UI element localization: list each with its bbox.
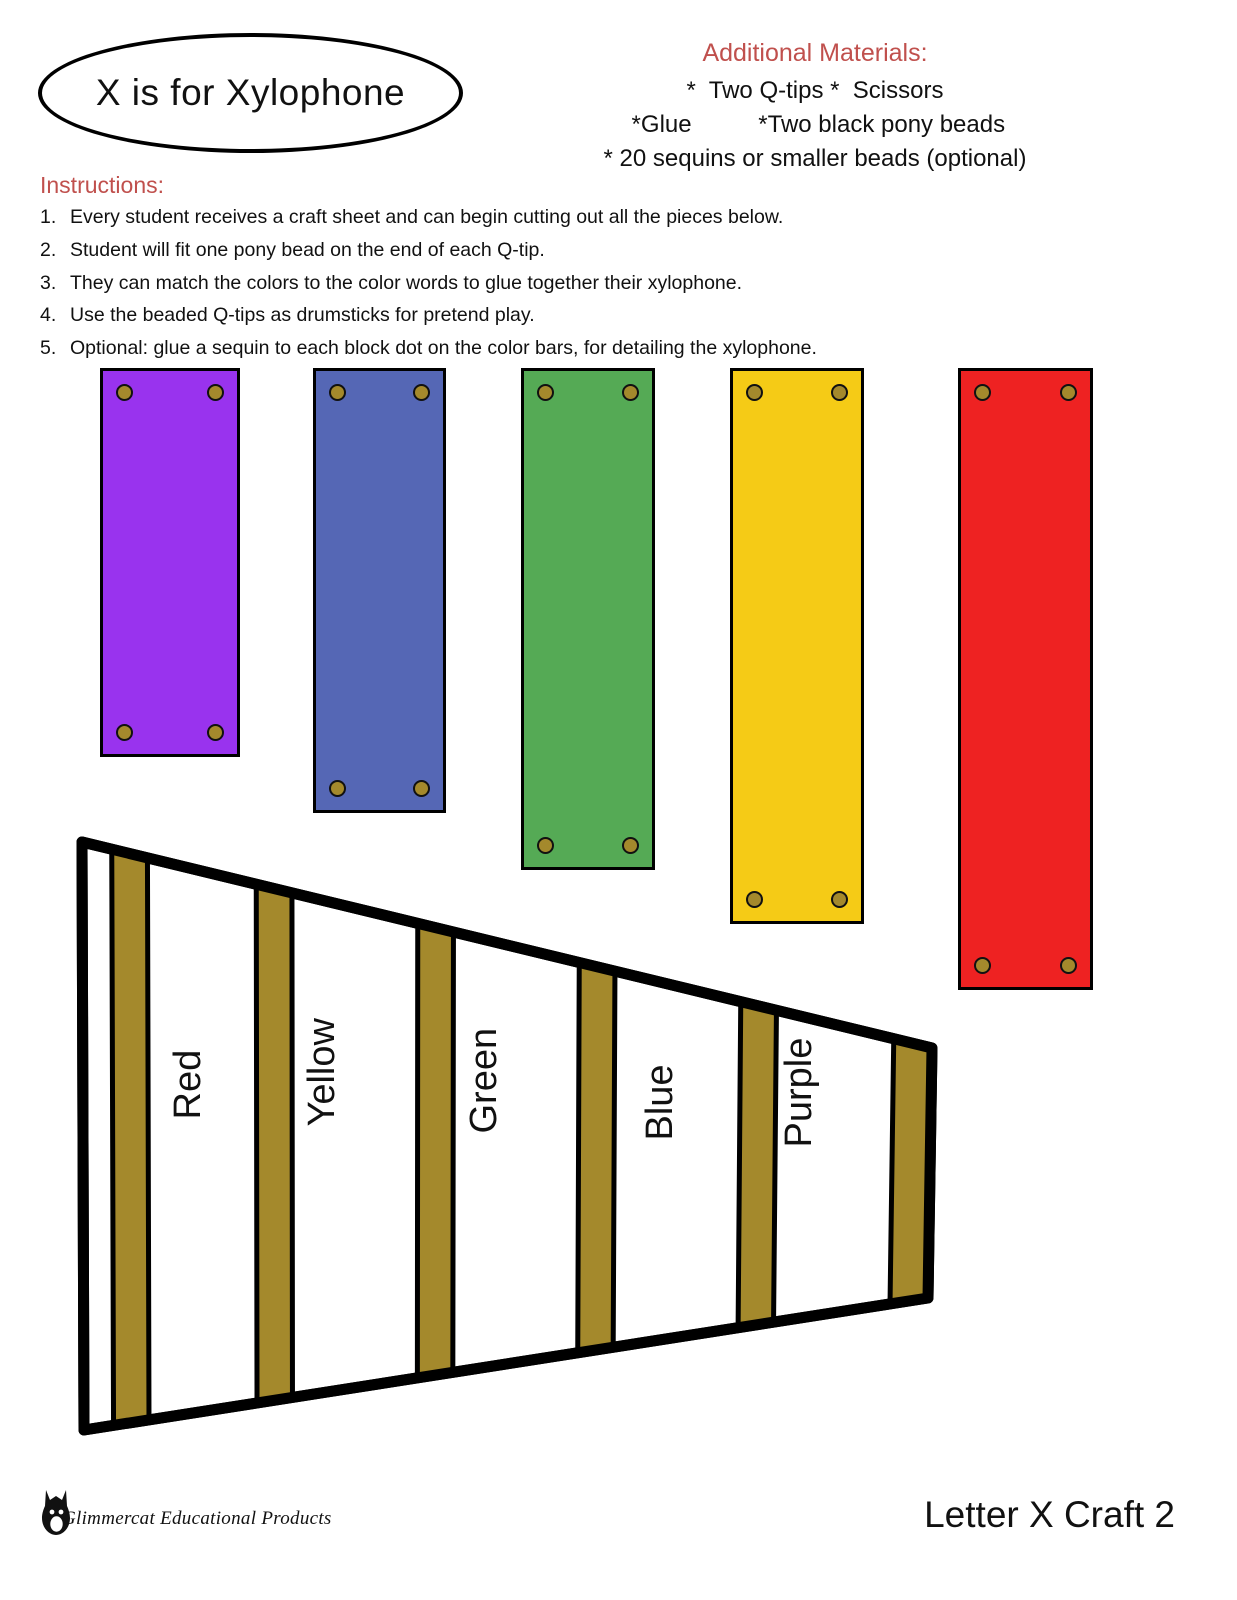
color-bar-red[interactable] <box>958 368 1093 990</box>
instruction-number: 2. <box>40 238 57 261</box>
xylophone-divider-band <box>578 963 615 1353</box>
bar-dot <box>329 780 346 797</box>
bar-dot <box>974 384 991 401</box>
xylophone-key-label-yellow: Yellow <box>300 1017 343 1127</box>
instruction-item <box>40 301 1140 331</box>
xylophone-divider-band <box>738 1002 776 1328</box>
xylophone-body[interactable] <box>70 830 960 1450</box>
bar-dot <box>116 724 133 741</box>
xylophone-divider-band <box>417 923 453 1377</box>
xylophone-key-label-green: Green <box>463 1027 505 1134</box>
xylophone-key-label-red: Red <box>167 1049 210 1120</box>
materials-line-3: * 20 sequins or smaller beads (optional) <box>603 144 1027 172</box>
page-title: X is for Xylophone <box>95 72 406 113</box>
instruction-text: Optional: glue a sequin to each block dot on the color bars, for detailing the xylophone. <box>70 337 817 360</box>
bar-dot <box>746 384 763 401</box>
bar-dot <box>974 957 991 974</box>
bar-dot <box>207 724 224 741</box>
bar-dot <box>413 384 430 401</box>
color-bar-green[interactable] <box>521 368 655 870</box>
additional-materials <box>470 36 1160 176</box>
xylophone-body-shape <box>70 830 960 1450</box>
instruction-text: Student will fit one pony bead on the end of each Q-tip. <box>70 238 545 261</box>
materials-line-1: * Two Q-tips * Scissors <box>686 76 944 104</box>
materials-line-2: *Glue *Two black pony beads <box>624 110 1006 138</box>
instruction-number: 3. <box>40 271 57 294</box>
instruction-item <box>40 203 1140 233</box>
bar-dot <box>622 384 639 401</box>
xylophone-key-label-purple: Purple <box>778 1037 821 1148</box>
bar-dot <box>1060 384 1077 401</box>
instruction-text: Every student receives a craft sheet and can begin cutting out all the pieces below. <box>70 206 784 228</box>
xylophone-divider-band <box>256 884 292 1403</box>
xylophone-divider-band <box>112 849 149 1425</box>
materials-heading: Additional Materials: <box>702 39 928 67</box>
bar-dot <box>537 384 554 401</box>
instructions-heading: Instructions: <box>40 172 164 198</box>
bar-dot <box>831 384 848 401</box>
xylophone-key-label-blue: Blue <box>638 1064 681 1141</box>
color-bar-purple[interactable] <box>100 368 240 757</box>
instruction-item <box>40 334 1140 364</box>
title-oval <box>38 33 463 153</box>
instruction-number: 1. <box>40 206 57 228</box>
instruction-text: Use the beaded Q-tips as drumsticks for pretend play. <box>70 304 535 327</box>
bar-dot <box>207 384 224 401</box>
bar-dot <box>1060 957 1077 974</box>
color-bar-blue[interactable] <box>313 368 446 813</box>
instruction-item <box>40 269 1140 299</box>
instruction-text: They can match the colors to the color words to glue together their xylophone. <box>70 271 743 294</box>
bar-dot <box>116 384 133 401</box>
bar-dot <box>413 780 430 797</box>
instruction-item <box>40 236 1140 266</box>
instruction-number: 4. <box>40 304 57 327</box>
instructions-list <box>40 203 1140 367</box>
footer-brand: Glimmercat Educational Products <box>62 1508 332 1529</box>
footer-craft-label: Letter X Craft 2 <box>924 1494 1175 1535</box>
bar-dot <box>329 384 346 401</box>
instruction-number: 5. <box>40 337 57 360</box>
